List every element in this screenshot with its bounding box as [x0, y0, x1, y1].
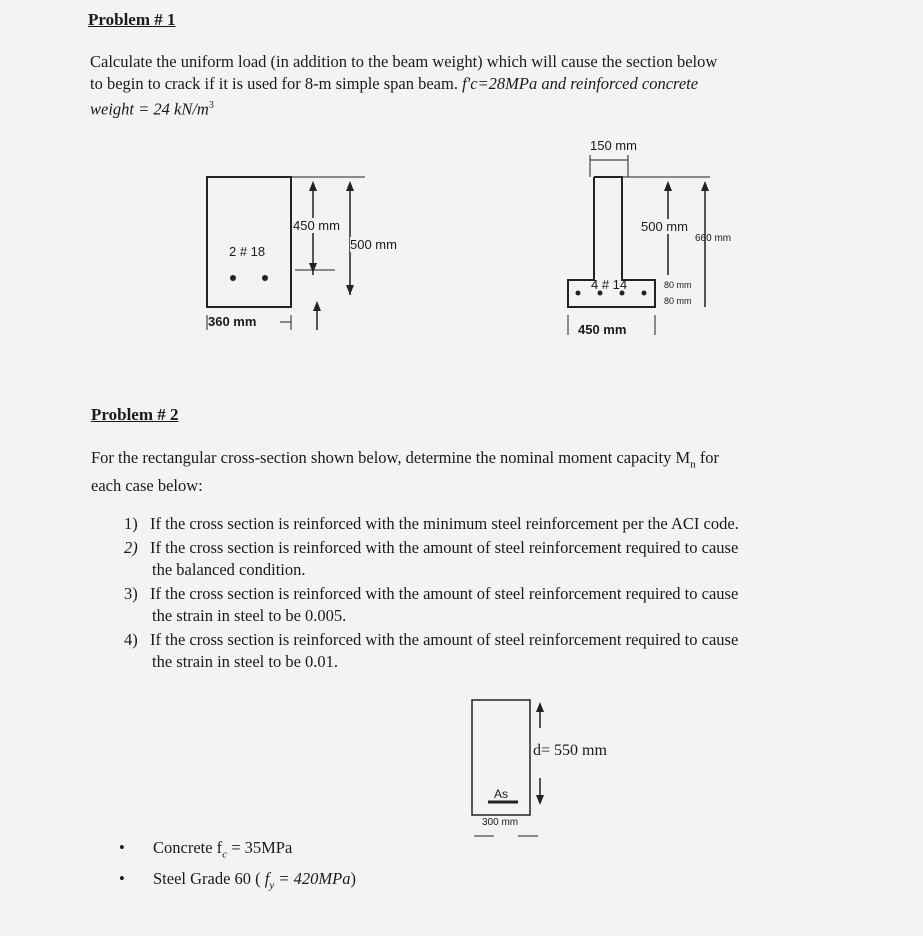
figure1-arrow-up — [309, 181, 317, 191]
problem2-intro-line1 — [91, 447, 881, 475]
concrete-value: = 35MPa — [227, 838, 293, 857]
material-concrete — [119, 837, 292, 865]
figure3-d-arrowhead-up — [536, 702, 544, 712]
figure1-arrow-down — [309, 263, 317, 273]
problem2-intro — [91, 447, 881, 497]
problem1-line1: Calculate the uniform load (in addition to the beam weight) which will cause the section below — [90, 52, 718, 71]
steel-f: f — [260, 869, 270, 888]
figure2-bar1 — [576, 291, 581, 296]
bullet-icon: • — [119, 838, 125, 857]
item-number: 3) — [124, 584, 138, 603]
item-number: 2) — [124, 538, 138, 557]
item-text: If the cross section is reinforced with the amount of steel reinforcement required to cause — [150, 538, 739, 557]
figure1-bars-label: 2 # 18 — [229, 244, 266, 259]
list-item — [124, 583, 884, 627]
problem1-line3 — [90, 95, 890, 121]
material-steel — [119, 868, 356, 896]
figure2-flange-label: 150 mm — [590, 138, 637, 153]
figure2-bar4 — [642, 291, 647, 296]
steel-sub: y — [269, 879, 275, 892]
problem2-intro-tail: for — [695, 448, 720, 467]
figure1-d-arrow-up — [346, 181, 354, 191]
figure2-arrow-up — [664, 181, 672, 191]
figure2-total-arrow-up — [701, 181, 709, 191]
item-text: If the cross section is reinforced with the amount of steel reinforcement required to cause — [150, 630, 739, 649]
problem1-line3sup: 3 — [208, 100, 214, 111]
problem1-heading: Problem # 1 — [88, 10, 176, 29]
figure2-spacing2-label: 80 mm — [664, 296, 692, 306]
figure1-bar-right — [262, 275, 268, 281]
problem2-intro-text: For the rectangular cross-section shown below, determine the nominal moment capacity M — [91, 448, 691, 467]
figure2-spacing1-label: 80 mm — [664, 280, 692, 290]
figure3-as-label: As — [494, 787, 509, 801]
concrete-sub: c — [222, 848, 228, 861]
figure2-height-label: 500 mm — [641, 219, 688, 234]
figure2-total-label: 660 mm — [695, 233, 732, 244]
problem1-line2a: to begin to crack if it is used for 8-m simple span beam. — [90, 74, 463, 93]
figure1-height-label: 450 mm — [293, 218, 340, 233]
item-number: 4) — [124, 630, 138, 649]
list-item — [124, 537, 884, 581]
concrete-label: Concrete f — [153, 838, 223, 857]
problem1-line3b: = 24 kN/m — [134, 99, 209, 119]
problem2-intro-sub: n — [690, 458, 696, 471]
steel-label: Steel Grade 60 ( — [153, 869, 261, 888]
item-text: If the cross section is reinforced with the amount of steel reinforcement required to cause — [150, 584, 739, 603]
figure1-bar-left — [230, 275, 236, 281]
figure2-width-label: 450 mm — [578, 322, 627, 337]
figure1-d-label: 500 mm — [350, 237, 397, 252]
problem1-line3a: weight — [90, 99, 134, 119]
bullet-icon: • — [119, 869, 125, 888]
problem1-line2b: f'c=28MPa and reinforced concrete — [462, 74, 699, 93]
figure1-d-arrow-down — [346, 285, 354, 295]
item-text-cont: the strain in steel to be 0.005. — [152, 606, 347, 625]
item-text-cont: the strain in steel to be 0.01. — [152, 652, 339, 671]
steel-close: ) — [350, 869, 356, 888]
problem1-text — [90, 51, 890, 121]
item-text: If the cross section is reinforced with the minimum steel reinforcement per the ACI code. — [150, 514, 739, 533]
item-number: 1) — [124, 514, 138, 533]
item-text-cont: the balanced condition. — [152, 560, 306, 579]
problem2-intro-line2: each case below: — [91, 476, 203, 496]
figure1-width-label: 360 mm — [208, 314, 257, 329]
figure3-d-arrowhead-down — [536, 795, 544, 805]
list-item — [124, 513, 884, 535]
steel-value: = 420MPa — [274, 869, 351, 888]
problem1-line2 — [90, 73, 890, 95]
figure1-bottom-arrowhead — [313, 301, 321, 311]
problem2-list — [124, 513, 884, 673]
figure1-section-outline — [207, 177, 291, 307]
figure2-bars-label: 4 # 14 — [591, 277, 628, 292]
figure3-width-label: 300 mm — [482, 817, 519, 828]
problem2-heading: Problem # 2 — [91, 405, 179, 424]
list-item — [124, 629, 884, 673]
figure3-d-label: d= 550 mm — [533, 742, 607, 759]
